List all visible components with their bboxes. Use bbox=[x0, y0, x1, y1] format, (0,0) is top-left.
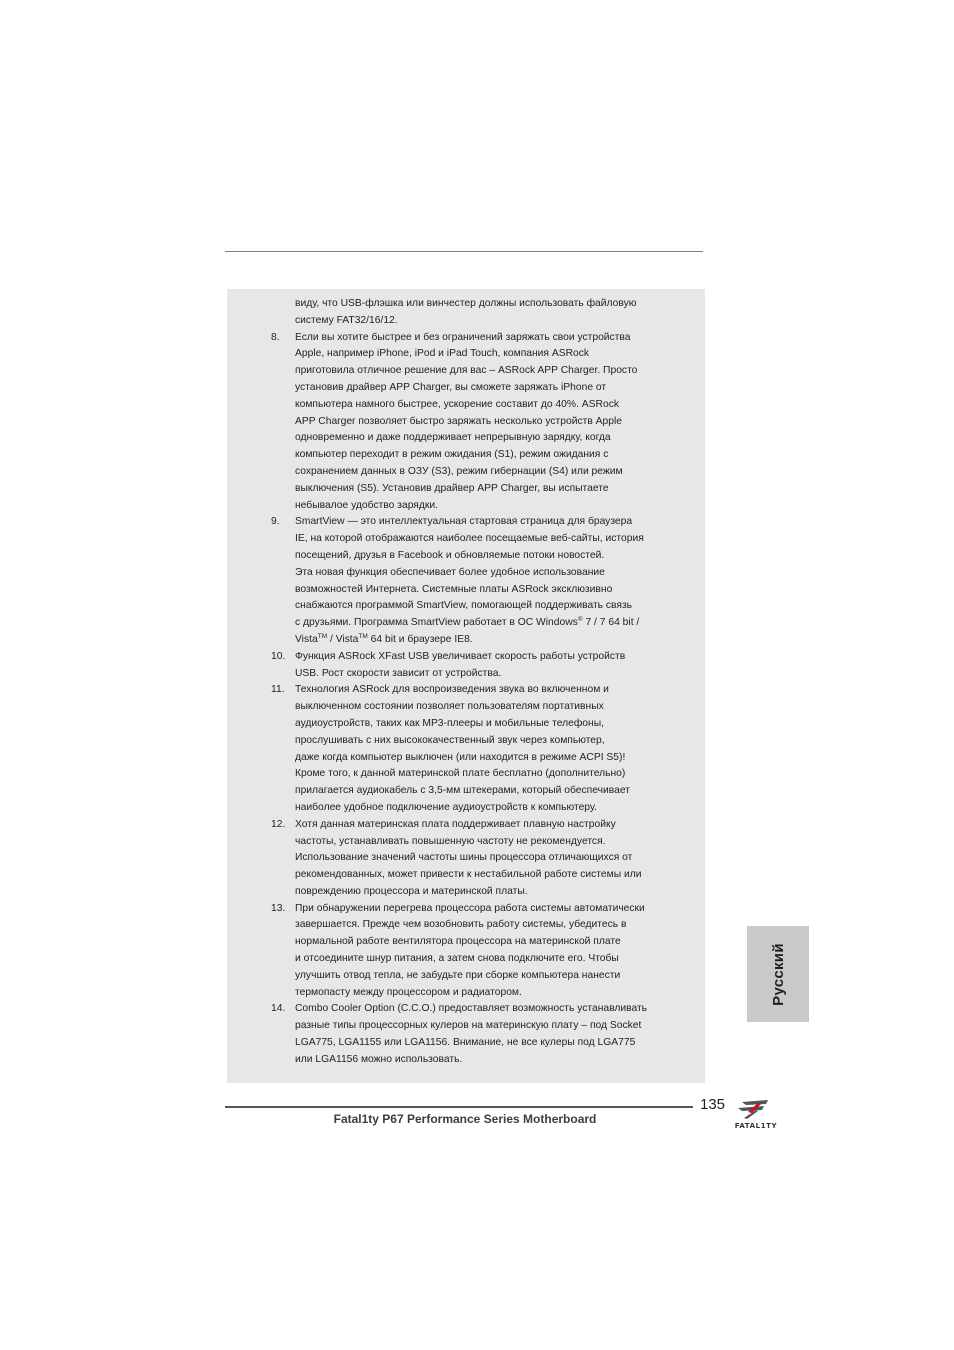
registered-mark: ® bbox=[577, 616, 583, 624]
list-item-line: повреждению процессора и материнской платы. bbox=[295, 885, 528, 897]
list-item-line: Хотя данная материнская плата поддерживает плавную настройку bbox=[295, 818, 616, 830]
fatal1ty-logo-icon bbox=[728, 1098, 784, 1122]
list-item-line: Кроме того, к данной материнской плате бесплатно (дополнительно) bbox=[295, 768, 626, 780]
feature-list bbox=[227, 296, 705, 1069]
top-divider bbox=[225, 251, 703, 252]
list-item-line: рекомендованных, может привести к нестабильной работе системы или bbox=[295, 869, 642, 881]
language-tab bbox=[747, 926, 809, 1022]
list-item-line: приготовила отличное решение для вас – ASRock APP Charger. Просто bbox=[295, 365, 638, 377]
list-item-line: установив драйвер APP Charger, вы сможете заряжать iPhone от bbox=[295, 381, 607, 393]
trademark-mark: TM bbox=[358, 632, 368, 640]
list-item-line: разные типы процессорных кулеров на материнскую плату – под Socket bbox=[295, 1020, 642, 1032]
list-item-line: посещений, друзья в Facebook и обновляемые потоки новостей. bbox=[295, 549, 605, 561]
list-item-number: 9. bbox=[271, 516, 280, 528]
list-item-line: APP Charger позволяет быстро заряжать несколько устройств Apple bbox=[295, 415, 622, 427]
list-item-line: Combo Cooler Option (C.C.O.) предоставляет возможность устанавливать bbox=[295, 1003, 648, 1015]
list-item-line: USB. Рост скорости зависит от устройства. bbox=[295, 667, 502, 679]
list-item-number: 10. bbox=[271, 650, 286, 662]
fatal1ty-logo-text: FATAL1TY bbox=[734, 1122, 778, 1130]
text-fragment: / Vista bbox=[327, 633, 359, 645]
list-item-continuation bbox=[227, 296, 705, 330]
list-item-number: 12. bbox=[271, 818, 286, 830]
list-item-number: 13. bbox=[271, 902, 286, 914]
list-item-line: SmartView — это интеллектуальная стартовая страница для браузера bbox=[295, 516, 633, 528]
footer-divider bbox=[225, 1106, 693, 1108]
list-item-line: LGA775, LGA1155 или LGA1156. Внимание, не все кулеры под LGA775 bbox=[295, 1037, 636, 1049]
list-item-line: одновременно и даже поддерживает непрерывную зарядку, когда bbox=[295, 432, 611, 444]
content-panel bbox=[227, 289, 705, 1083]
list-item-line: Эта новая функция обеспечивает более удобное использование bbox=[295, 566, 605, 578]
list-item-line: При обнаружении перегрева процессора работа системы автоматически bbox=[295, 902, 645, 914]
list-item-line: компьютер переходит в режим ожидания (S1), режим ожидания с bbox=[295, 449, 609, 461]
list-item-line: или LGA1156 можно использовать. bbox=[295, 1053, 463, 1065]
list-item-11 bbox=[227, 682, 705, 816]
list-item-line: аудиоустройств, таких как MP3-плееры и мобильные телефоны, bbox=[295, 717, 604, 729]
list-item-number: 11. bbox=[271, 684, 285, 696]
list-item-line-windows bbox=[295, 615, 705, 632]
list-item-line: прилагается аудиокабель с 3,5-мм штекерами, который обеспечивает bbox=[295, 785, 630, 797]
list-item-line: частоты, устанавливать повышенную частоту не рекомендуется. bbox=[295, 835, 606, 847]
list-item-8 bbox=[227, 330, 705, 515]
list-item-line: возможностей Интернета. Системные платы ASRock эксклюзивно bbox=[295, 583, 613, 595]
list-item-line: выключенном состоянии позволяет пользователям портативных bbox=[295, 701, 604, 713]
text-fragment: 7 / 7 64 bit / bbox=[582, 617, 640, 629]
list-item-number: 8. bbox=[271, 331, 280, 343]
list-item-line: даже когда компьютер выключен (или находится в режиме ACPI S5)! bbox=[295, 751, 626, 763]
list-item-line: сохранением данных в ОЗУ (S3), режим гибернации (S4) или режим bbox=[295, 465, 623, 477]
list-item-line: нормальной работе вентилятора процессора на материнской плате bbox=[295, 936, 621, 948]
list-item-14 bbox=[227, 1001, 705, 1068]
list-item-line: улучшить отвод тепла, не забудьте при сборке компьютера нанести bbox=[295, 969, 621, 981]
text-fragment: 64 bit и браузере IE8. bbox=[367, 633, 473, 645]
list-item-line: небывалое удобство зарядки. bbox=[295, 499, 439, 511]
fatal1ty-logo bbox=[728, 1098, 784, 1136]
list-item-13 bbox=[227, 901, 705, 1002]
page-number: 135 bbox=[700, 1096, 726, 1113]
list-item-10 bbox=[227, 649, 705, 683]
list-item-line: и отсоедините шнур питания, а затем снова подключите его. Чтобы bbox=[295, 953, 619, 965]
list-item-line-vista bbox=[295, 632, 705, 649]
list-item-line: снабжаются программой SmartView, помогающей поддерживать связь bbox=[295, 600, 633, 612]
footer-title: Fatal1ty P67 Performance Series Motherboard bbox=[333, 1112, 597, 1126]
list-item-9 bbox=[227, 514, 705, 648]
list-item-line: выключения (S5). Установив драйвер APP Charger, вы испытаете bbox=[295, 482, 609, 494]
list-item-line: наиболее удобное подключение аудиоустройств к компьютеру. bbox=[295, 801, 597, 813]
list-item-line: Функция ASRock XFast USB увеличивает скорость работы устройств bbox=[295, 650, 626, 662]
list-item-line: Если вы хотите быстрее и без ограничений заряжать свои устройства bbox=[295, 331, 631, 343]
list-item-line: Apple, например iPhone, iPod и iPad Touch, компания ASRock bbox=[295, 348, 590, 360]
language-tab-label: Русский bbox=[769, 942, 787, 1006]
list-item-line: Технология ASRock для воспроизведения звука во включенном и bbox=[295, 684, 609, 696]
list-item-line: завершается. Прежде чем возобновить работу системы, убедитесь в bbox=[295, 919, 627, 931]
list-item-line: систему FAT32/16/12. bbox=[295, 314, 398, 326]
list-item-12 bbox=[227, 817, 705, 901]
list-item-line: прослушивать с них высококачественный звук через компьютер, bbox=[295, 734, 605, 746]
list-item-line: IE, на которой отображаются наиболее посещаемые веб-сайты, история bbox=[295, 533, 644, 545]
list-item-line: термопасту между процессором и радиатором. bbox=[295, 986, 522, 998]
trademark-mark: TM bbox=[317, 632, 328, 640]
list-item-number: 14. bbox=[271, 1003, 286, 1015]
list-item-line: виду, что USB-флэшка или винчестер должны использовать файловую bbox=[295, 298, 637, 309]
text-fragment: Vista bbox=[295, 633, 318, 645]
text-fragment: с друзьями. Программа SmartView работает в ОС Windows bbox=[295, 617, 578, 629]
list-item-line: Использование значений частоты шины процессора отличающихся от bbox=[295, 852, 633, 864]
list-item-line: компьютера намного быстрее, ускорение составит до 40%. ASRock bbox=[295, 398, 619, 410]
